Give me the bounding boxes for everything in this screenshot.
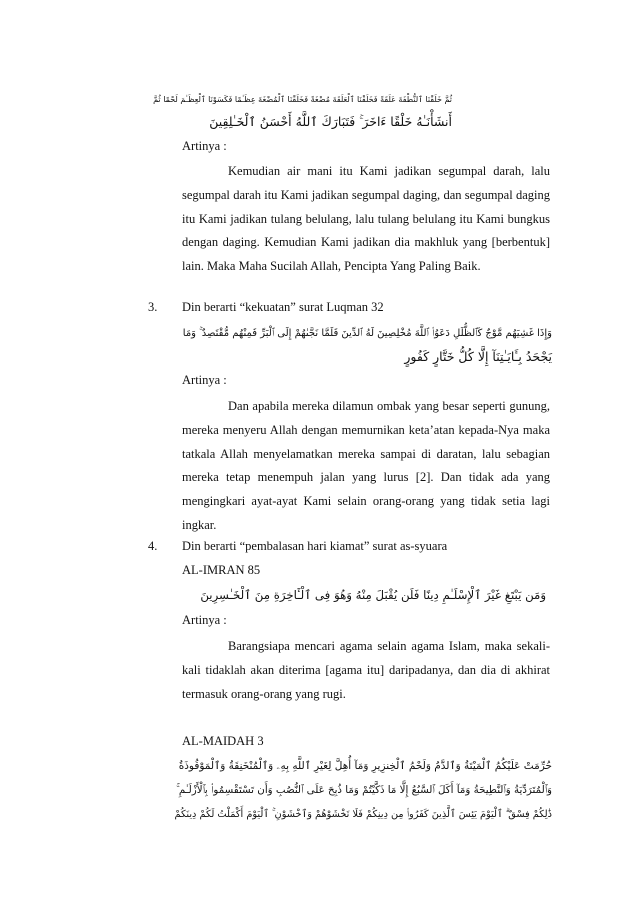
surah-reference: AL-IMRAN 85 — [182, 563, 261, 577]
arabic-verse-line: أَنشَأْنَـٰهُ خَلْقًا ءَاخَرَ ۚ فَتَبَارَكَ ٱللَّهُ أَحْسَنُ ٱلْخَـٰلِقِينَ — [209, 114, 452, 129]
arabic-verse-line: يَجْحَدُ بِـَٔايَـٰتِنَآ إِلَّا كُلُّ خَتَّارٍ كَفُورٍ — [404, 349, 552, 364]
list-number: 4. — [148, 539, 158, 553]
section-heading: Din berarti “pembalasan hari kiamat” surat as-syuara — [182, 539, 448, 553]
surah-reference: AL-MAIDAH 3 — [182, 734, 264, 748]
list-number: 3. — [148, 300, 158, 314]
artinya-label: Artinya : — [182, 139, 227, 153]
arabic-verse-line: ثُمَّ خَلَقْنَا ٱلنُّطْفَةَ عَلَقَةً فَخَلَقْنَا ٱلْعَلَقَةَ مُضْغَةً فَخَلَقْنَا ٱلْمُضْغَةَ عِظَـٰمًا فَكَسَوْنَا ٱلْعِظَـٰمَ لَحْمًا ثُمَّ — [153, 95, 452, 104]
translation-text: Barangsiapa mencari agama selain agama Islam, maka sekali-kali tidaklah akan diterima [agama itu] daripadanya, dan dia di akhirat termasuk orang-orang yang rugi. — [182, 639, 550, 701]
arabic-verse-line: حُرِّمَتْ عَلَيْكُمُ ٱلْمَيْتَةُ وَٱلدَّمُ وَلَحْمُ ٱلْخِنزِيرِ وَمَآ أُهِلَّ لِغَيْرِ ٱللَّهِ بِهِۦ وَٱلْمُنْخَنِقَةُ وَٱلْمَوْقُوذَةُ — [178, 760, 552, 772]
artinya-label: Artinya : — [182, 373, 227, 387]
artinya-label: Artinya : — [182, 613, 227, 627]
translation-text: Dan apabila mereka dilamun ombak yang besar seperti gunung, mereka menyeru Allah dengan memurnikan keta’atan kepada-Nya maka tatkala Allah menyelamatkan mereka sampai di daratan, lalu sebagian mereka tetap menempuh jalan yang lurus [2]. Dan tidak ada yang mengingkari ayat-ayat Kami selain orang-orang yang tidak setia lagi ingkar. — [182, 399, 550, 532]
translation-paragraph — [182, 395, 550, 538]
translation-text: Kemudian air mani itu Kami jadikan segumpal darah, lalu segumpal darah itu Kami jadikan segumpal daging, dan segumpal daging itu Kami jadikan tulang belulang, lalu tulang belulang itu Kami bungkus dengan daging. Kemudian Kami jadikan dia makhluk yang [berbentuk] lain. Maka Maha Sucilah Allah, Pencipta Yang Paling Baik. — [182, 164, 550, 274]
translation-paragraph — [182, 160, 550, 279]
arabic-verse-line: وَمَن يَبْتَغِ غَيْرَ ٱلْإِسْلَـٰمِ دِينًا فَلَن يُقْبَلَ مِنْهُ وَهُوَ فِى ٱلْـَٔاخِرَةِ مِنَ ٱلْخَـٰسِرِينَ — [200, 588, 546, 602]
arabic-verse-line: ذَٰلِكُمْ فِسْقٌ ۗ ٱلْيَوْمَ يَئِسَ ٱلَّذِينَ كَفَرُوا۟ مِن دِينِكُمْ فَلَا تَخْشَوْهُمْ وَٱخْشَوْنِ ۚ ٱلْيَوْمَ أَكْمَلْتُ لَكُمْ دِينَكُمْ — [174, 809, 552, 820]
section-heading: Din berarti “kekuatan” surat Luqman 32 — [182, 300, 384, 314]
translation-paragraph — [182, 635, 550, 706]
arabic-verse-line: وَٱلْمُتَرَدِّيَةُ وَٱلنَّطِيحَةُ وَمَآ أَكَلَ ٱلسَّبُعُ إِلَّا مَا ذَكَّيْتُمْ وَمَا ذُبِحَ عَلَى ٱلنُّصُبِ وَأَن تَسْتَقْسِمُوا۟ بِٱلْأَزْلَـٰمِ ۚ — [176, 784, 552, 796]
arabic-verse-line: وَإِذَا غَشِيَهُم مَّوْجٌ كَٱلظُّلَلِ دَعَوُا۟ ٱللَّهَ مُخْلِصِينَ لَهُ ٱلدِّينَ فَلَمَّا نَجَّىٰهُمْ إِلَى ٱلْبَرِّ فَمِنْهُم مُّقْتَصِدٌ ۚ وَمَا — [182, 328, 552, 339]
